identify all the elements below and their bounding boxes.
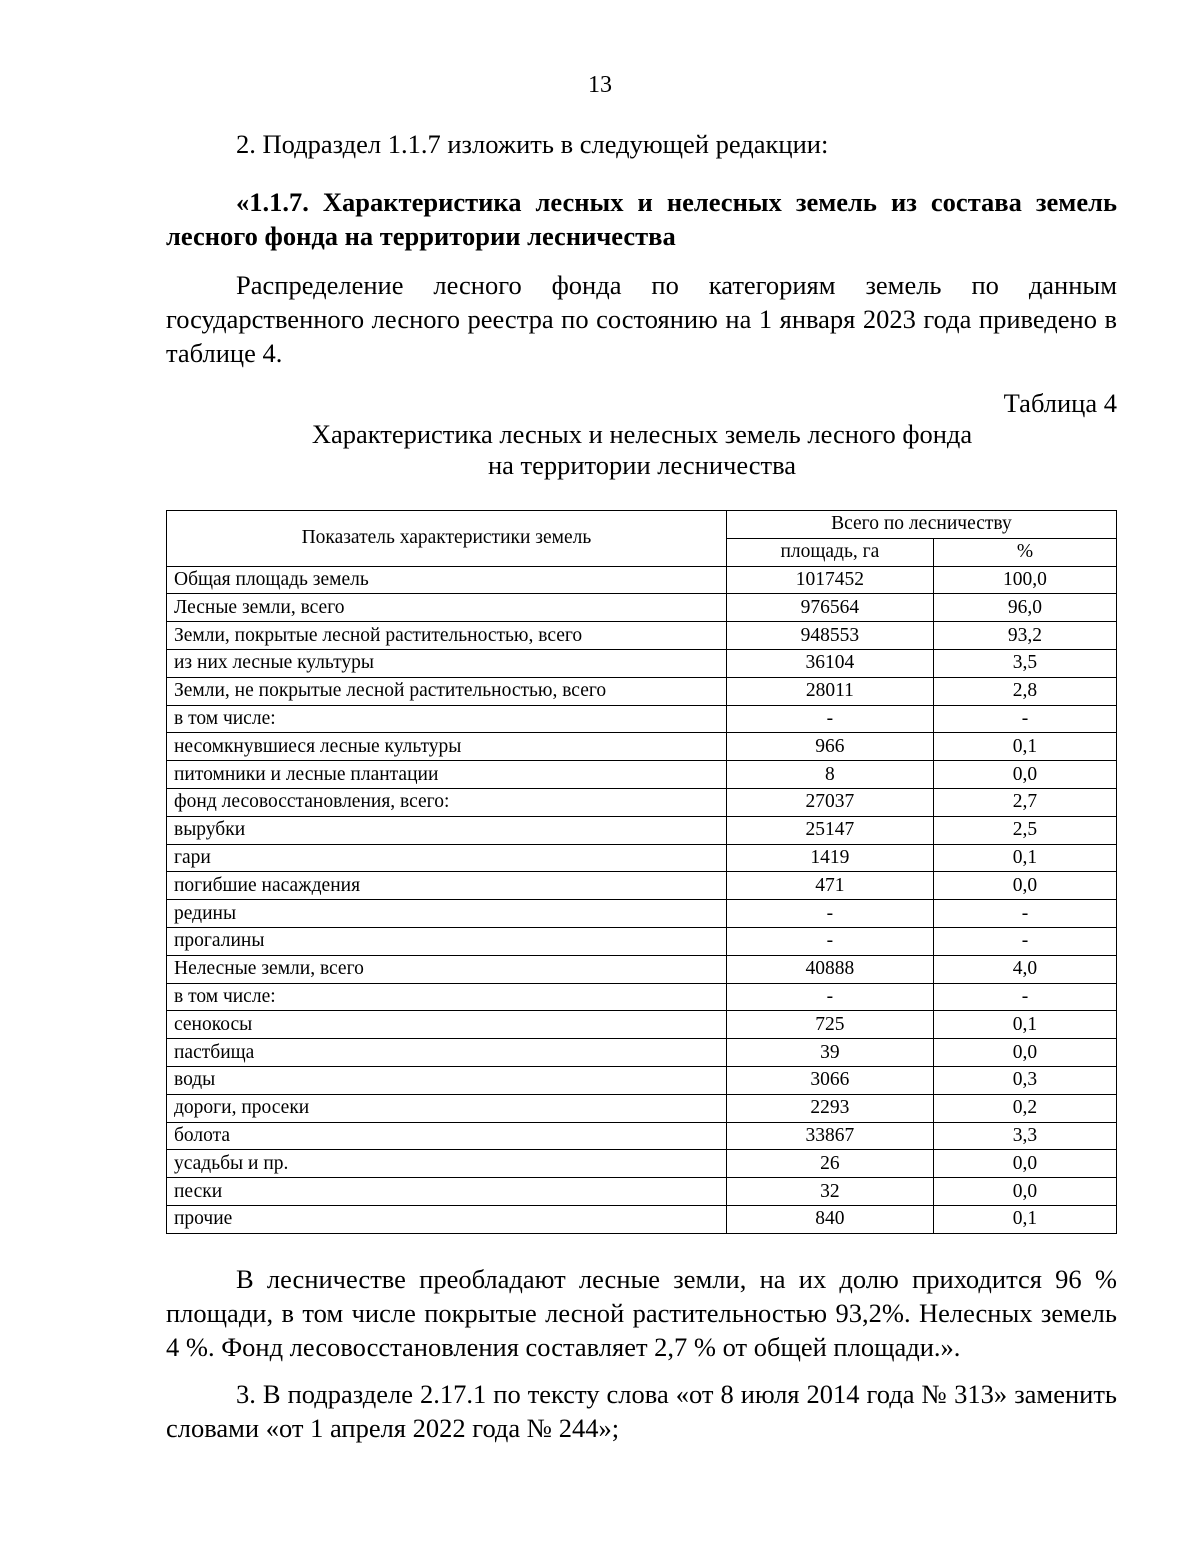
row-percent: - <box>933 900 1116 928</box>
table-row <box>167 1205 1117 1233</box>
table-row <box>167 733 1117 761</box>
table-row <box>167 872 1117 900</box>
row-area: 36104 <box>726 649 933 677</box>
row-label: болота <box>167 1122 727 1150</box>
row-label: Земли, не покрытые лесной растительностью, всего <box>167 677 727 705</box>
row-area: 1419 <box>726 844 933 872</box>
row-percent: 100,0 <box>933 566 1116 594</box>
row-area: 966 <box>726 733 933 761</box>
row-percent: 93,2 <box>933 622 1116 650</box>
row-label: воды <box>167 1066 727 1094</box>
table-row <box>167 927 1117 955</box>
table-row <box>167 900 1117 928</box>
row-area: 33867 <box>726 1122 933 1150</box>
row-area: 1017452 <box>726 566 933 594</box>
row-percent: 4,0 <box>933 955 1116 983</box>
row-percent: 0,1 <box>933 733 1116 761</box>
table-body <box>167 566 1117 1233</box>
table-row <box>167 705 1117 733</box>
row-area: 27037 <box>726 788 933 816</box>
row-area: 471 <box>726 872 933 900</box>
table-row <box>167 983 1117 1011</box>
row-label: дороги, просеки <box>167 1094 727 1122</box>
table-row <box>167 649 1117 677</box>
row-label: погибшие насаждения <box>167 872 727 900</box>
row-percent: 3,3 <box>933 1122 1116 1150</box>
row-label: Лесные земли, всего <box>167 594 727 622</box>
row-area: 2293 <box>726 1094 933 1122</box>
row-label: несомкнувшиеся лесные культуры <box>167 733 727 761</box>
row-percent: - <box>933 983 1116 1011</box>
section-heading <box>166 185 1117 253</box>
row-percent: 0,1 <box>933 844 1116 872</box>
row-percent: 0,1 <box>933 1011 1116 1039</box>
table-row <box>167 622 1117 650</box>
row-percent: 0,3 <box>933 1066 1116 1094</box>
row-percent: 0,0 <box>933 1039 1116 1067</box>
table-row <box>167 566 1117 594</box>
row-percent: - <box>933 705 1116 733</box>
table-row <box>167 1039 1117 1067</box>
row-label: прочие <box>167 1205 727 1233</box>
table-row <box>167 1011 1117 1039</box>
header-total: Всего по лесничеству <box>726 511 1116 539</box>
row-percent: - <box>933 927 1116 955</box>
table-row <box>167 761 1117 789</box>
row-label: прогалины <box>167 927 727 955</box>
row-percent: 0,0 <box>933 1150 1116 1178</box>
table-row <box>167 955 1117 983</box>
row-percent: 2,8 <box>933 677 1116 705</box>
row-area: 840 <box>726 1205 933 1233</box>
header-percent: % <box>933 538 1116 566</box>
row-area: 976564 <box>726 594 933 622</box>
row-label: редины <box>167 900 727 928</box>
table-row <box>167 1094 1117 1122</box>
amendment-item-2: 2. Подраздел 1.1.7 изложить в следующей редакции: <box>236 129 829 159</box>
amendment-item-3 <box>166 1377 1117 1445</box>
row-area: 3066 <box>726 1066 933 1094</box>
row-area: - <box>726 705 933 733</box>
row-percent: 3,5 <box>933 649 1116 677</box>
header-indicator: Показатель характеристики земель <box>167 511 727 567</box>
row-percent: 0,2 <box>933 1094 1116 1122</box>
row-area: 39 <box>726 1039 933 1067</box>
land-characteristics-table <box>166 510 1117 1234</box>
section-heading-text: «1.1.7. Характеристика лесных и нелесных земель из состава земель лесного фонда на территории лесничества <box>166 187 1117 251</box>
row-label: из них лесные культуры <box>167 649 727 677</box>
row-label: Общая площадь земель <box>167 566 727 594</box>
row-label: сенокосы <box>167 1011 727 1039</box>
intro-paragraph <box>166 268 1117 370</box>
row-area: - <box>726 983 933 1011</box>
table-row <box>167 1122 1117 1150</box>
table-row <box>167 677 1117 705</box>
header-area: площадь, га <box>726 538 933 566</box>
row-percent: 2,7 <box>933 788 1116 816</box>
row-label: усадьбы и пр. <box>167 1150 727 1178</box>
row-label: гари <box>167 844 727 872</box>
table-row <box>167 816 1117 844</box>
row-label: пастбища <box>167 1039 727 1067</box>
row-area: 32 <box>726 1178 933 1206</box>
row-label: питомники и лесные плантации <box>167 761 727 789</box>
row-area: - <box>726 927 933 955</box>
row-area: 948553 <box>726 622 933 650</box>
row-percent: 0,0 <box>933 761 1116 789</box>
row-label: пески <box>167 1178 727 1206</box>
table-row <box>167 594 1117 622</box>
row-area: 25147 <box>726 816 933 844</box>
intro-text: Распределение лесного фонда по категориям земель по данным государственного лесного реестра по состоянию на 1 января 2023 года приведено в таблице 4. <box>166 270 1117 368</box>
row-label: вырубки <box>167 816 727 844</box>
row-area: - <box>726 900 933 928</box>
row-area: 725 <box>726 1011 933 1039</box>
conclusion-text: В лесничестве преобладают лесные земли, на их долю приходится 96 % площади, в том числе покрытые лесной растительностью 93,2%. Нелесных земель 4 %. Фонд лесовосстановления составляет 2,7 % от общей площади.». <box>166 1264 1117 1362</box>
row-area: 28011 <box>726 677 933 705</box>
table-row <box>167 788 1117 816</box>
row-label: Земли, покрытые лесной растительностью, всего <box>167 622 727 650</box>
table-title-line-2: на территории лесничества <box>487 450 797 480</box>
conclusion-paragraph <box>166 1262 1117 1364</box>
table-title-line-1: Характеристика лесных и нелесных земель лесного фонда <box>311 419 973 449</box>
row-label: фонд лесовосстановления, всего: <box>167 788 727 816</box>
table-row <box>167 844 1117 872</box>
table-row <box>167 1066 1117 1094</box>
row-percent: 0,0 <box>933 872 1116 900</box>
table-label: Таблица 4 <box>1003 388 1117 418</box>
row-area: 26 <box>726 1150 933 1178</box>
row-area: 40888 <box>726 955 933 983</box>
table-title <box>0 419 1200 481</box>
row-percent: 96,0 <box>933 594 1116 622</box>
table-row <box>167 1178 1117 1206</box>
row-label: в том числе: <box>167 983 727 1011</box>
row-percent: 0,1 <box>933 1205 1116 1233</box>
amendment-item-3-text: 3. В подразделе 2.17.1 по тексту слова «от 8 июля 2014 года № 313» заменить словами «от 1 апреля 2022 года № 244»; <box>166 1379 1117 1443</box>
page-number: 13 <box>588 72 612 98</box>
table-row <box>167 1150 1117 1178</box>
row-percent: 0,0 <box>933 1178 1116 1206</box>
row-label: в том числе: <box>167 705 727 733</box>
row-percent: 2,5 <box>933 816 1116 844</box>
row-label: Нелесные земли, всего <box>167 955 727 983</box>
row-area: 8 <box>726 761 933 789</box>
